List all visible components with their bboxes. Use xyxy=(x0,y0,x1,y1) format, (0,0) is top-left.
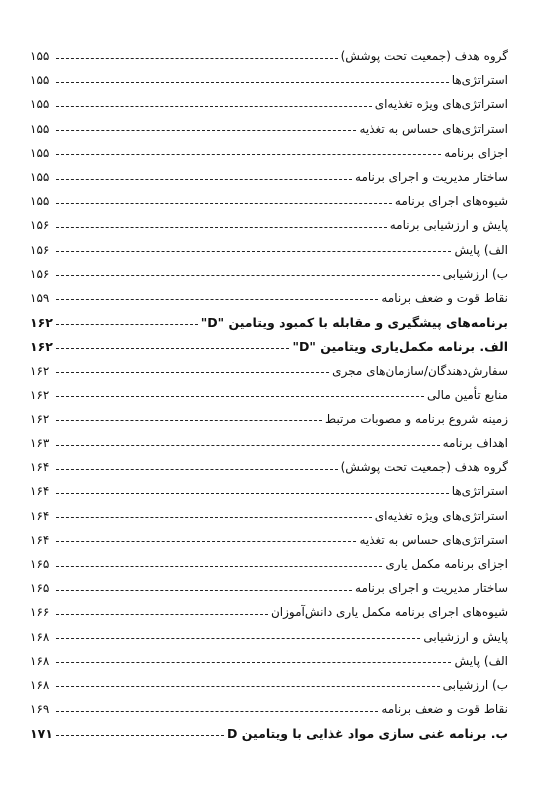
dot-leader xyxy=(56,638,420,639)
toc-page-number: ۱۵۶ xyxy=(30,218,50,233)
toc-page-number: ۱۶۲ xyxy=(30,314,53,330)
toc-page-number: ۱۶۲ xyxy=(30,411,50,426)
toc-entry[interactable] xyxy=(30,44,508,68)
toc-section-heading[interactable] xyxy=(30,310,508,334)
toc-entry-title: اجزای برنامه xyxy=(444,145,508,160)
toc-page-number: ۱۶۴ xyxy=(30,508,50,523)
toc-page-number: ۱۶۶ xyxy=(30,605,50,620)
toc-page-number: ۱۶۵ xyxy=(30,557,50,572)
toc-page-number: ۱۶۴ xyxy=(30,484,50,499)
dot-leader xyxy=(56,275,440,276)
toc-entry-title: نقاط قوت و ضعف برنامه xyxy=(381,702,508,717)
toc-page-number: ۱۶۲ xyxy=(30,387,50,402)
toc-page-number: ۱۶۲ xyxy=(30,363,50,378)
toc-page-number: ۱۵۵ xyxy=(30,121,50,136)
toc-entry[interactable] xyxy=(30,238,508,262)
dot-leader xyxy=(56,106,372,107)
dot-leader xyxy=(56,130,356,131)
toc-entry-title: استراتژی‌های حساس به تغذیه xyxy=(359,532,508,547)
toc-page-number: ۱۵۵ xyxy=(30,49,50,64)
dot-leader xyxy=(56,541,356,542)
dot-leader xyxy=(56,58,338,59)
dot-leader xyxy=(56,82,449,83)
toc-entry[interactable] xyxy=(30,431,508,455)
toc-entry[interactable] xyxy=(30,383,508,407)
toc-entry[interactable] xyxy=(30,649,508,673)
toc-entry[interactable] xyxy=(30,213,508,237)
toc-entry[interactable] xyxy=(30,504,508,528)
toc-entry-title: استراتژی‌ها xyxy=(451,484,508,499)
toc-page-number: ۱۵۶ xyxy=(30,242,50,257)
toc-entry-title: پایش و ارزشیابی xyxy=(423,629,508,644)
toc-entry-title: استراتژی‌های ویژه تغذیه‌ای xyxy=(374,97,508,112)
dot-leader xyxy=(56,686,440,687)
dot-leader xyxy=(56,517,372,518)
dot-leader xyxy=(56,566,382,567)
toc-entry[interactable] xyxy=(30,189,508,213)
toc-page-number: ۱۶۴ xyxy=(30,532,50,547)
toc-entry-title: الف) پایش xyxy=(454,242,508,257)
dot-leader xyxy=(56,227,387,228)
toc-section-heading[interactable] xyxy=(30,334,508,358)
toc-entry-title: استراتژی‌های حساس به تغذیه xyxy=(359,121,508,136)
table-of-contents xyxy=(30,44,508,745)
toc-entry[interactable] xyxy=(30,625,508,649)
toc-entry[interactable] xyxy=(30,576,508,600)
dot-leader xyxy=(56,662,451,663)
toc-page-number: ۱۵۵ xyxy=(30,73,50,88)
dot-leader xyxy=(56,251,451,252)
toc-entry[interactable] xyxy=(30,528,508,552)
toc-page-number: ۱۵۵ xyxy=(30,97,50,112)
dot-leader xyxy=(56,711,378,712)
toc-page-number: ۱۶۹ xyxy=(30,702,50,717)
dot-leader xyxy=(56,493,449,494)
dot-leader xyxy=(56,614,268,615)
toc-entry-title: ساختار مدیریت و اجرای برنامه xyxy=(355,581,508,596)
toc-entry[interactable] xyxy=(30,358,508,382)
toc-page-number: ۱۶۸ xyxy=(30,653,50,668)
dot-leader xyxy=(56,299,378,300)
toc-entry[interactable] xyxy=(30,68,508,92)
toc-entry-title: اهداف برنامه xyxy=(442,436,508,451)
toc-page-number: ۱۵۹ xyxy=(30,290,50,305)
toc-entry[interactable] xyxy=(30,479,508,503)
toc-entry-title: سفارش‌دهندگان/سازمان‌های مجری xyxy=(332,363,508,378)
dot-leader xyxy=(56,445,440,446)
toc-entry-title: شیوه‌های اجرای برنامه مکمل یاری دانش‌آموزان xyxy=(270,605,508,620)
toc-entry-title: گروه هدف (جمعیت تحت پوشش) xyxy=(340,49,508,64)
toc-entry-title: ب) ارزشیابی xyxy=(442,677,508,692)
toc-entry-title: پایش و ارزشیابی برنامه xyxy=(389,218,508,233)
toc-page-number: ۱۷۱ xyxy=(30,725,53,741)
toc-page-number: ۱۵۵ xyxy=(30,194,50,209)
dot-leader xyxy=(56,420,322,421)
toc-entry-title: استراتژی‌های ویژه تغذیه‌ای xyxy=(374,508,508,523)
dot-leader xyxy=(56,348,289,349)
dot-leader xyxy=(56,154,441,155)
dot-leader xyxy=(56,469,338,470)
dot-leader xyxy=(56,203,392,204)
toc-page-number: ۱۶۴ xyxy=(30,460,50,475)
toc-entry[interactable] xyxy=(30,117,508,141)
toc-entry-title: گروه هدف (جمعیت تحت پوشش) xyxy=(340,460,508,475)
toc-page-number: ۱۶۲ xyxy=(30,338,53,354)
toc-entry[interactable] xyxy=(30,600,508,624)
toc-page-number: ۱۵۵ xyxy=(30,145,50,160)
toc-entry[interactable] xyxy=(30,262,508,286)
toc-page-number: ۱۶۳ xyxy=(30,436,50,451)
dot-leader xyxy=(56,179,352,180)
toc-entry[interactable] xyxy=(30,141,508,165)
toc-page-number: ۱۶۵ xyxy=(30,581,50,596)
toc-entry-title: الف. برنامه مکمل‌یاری ویتامین "D" xyxy=(292,338,508,354)
toc-entry-title: ب. برنامه غنی سازی مواد غذایی با ویتامین D xyxy=(226,725,508,741)
toc-entry[interactable] xyxy=(30,455,508,479)
toc-entry[interactable] xyxy=(30,552,508,576)
toc-entry[interactable] xyxy=(30,286,508,310)
toc-entry[interactable] xyxy=(30,92,508,116)
toc-entry[interactable] xyxy=(30,407,508,431)
toc-entry[interactable] xyxy=(30,673,508,697)
dot-leader xyxy=(56,324,198,325)
toc-page-number: ۱۵۶ xyxy=(30,266,50,281)
toc-entry-title: ساختار مدیریت و اجرای برنامه xyxy=(355,170,508,185)
toc-entry-title: شیوه‌های اجرای برنامه xyxy=(394,194,508,209)
toc-entry-title: نقاط قوت و ضعف برنامه xyxy=(381,290,508,305)
toc-entry-title: زمینه شروع برنامه و مصوبات مرتبط xyxy=(325,411,508,426)
toc-entry-title: ب) ارزشیابی xyxy=(442,266,508,281)
dot-leader xyxy=(56,396,424,397)
toc-page-number: ۱۶۸ xyxy=(30,629,50,644)
toc-entry-title: منابع تأمین مالی xyxy=(427,387,508,402)
toc-entry-title: الف) پایش xyxy=(454,653,508,668)
toc-section-heading[interactable] xyxy=(30,721,508,745)
toc-entry-title: استراتژی‌ها xyxy=(451,73,508,88)
dot-leader xyxy=(56,735,224,736)
dot-leader xyxy=(56,372,329,373)
toc-entry-title: برنامه‌های پیشگیری و مقابله با کمبود ویتامین "D" xyxy=(200,314,508,330)
toc-page-number: ۱۵۵ xyxy=(30,170,50,185)
toc-entry[interactable] xyxy=(30,165,508,189)
toc-entry-title: اجزای برنامه مکمل یاری xyxy=(385,557,508,572)
toc-entry[interactable] xyxy=(30,697,508,721)
dot-leader xyxy=(56,590,352,591)
toc-page-number: ۱۶۸ xyxy=(30,677,50,692)
